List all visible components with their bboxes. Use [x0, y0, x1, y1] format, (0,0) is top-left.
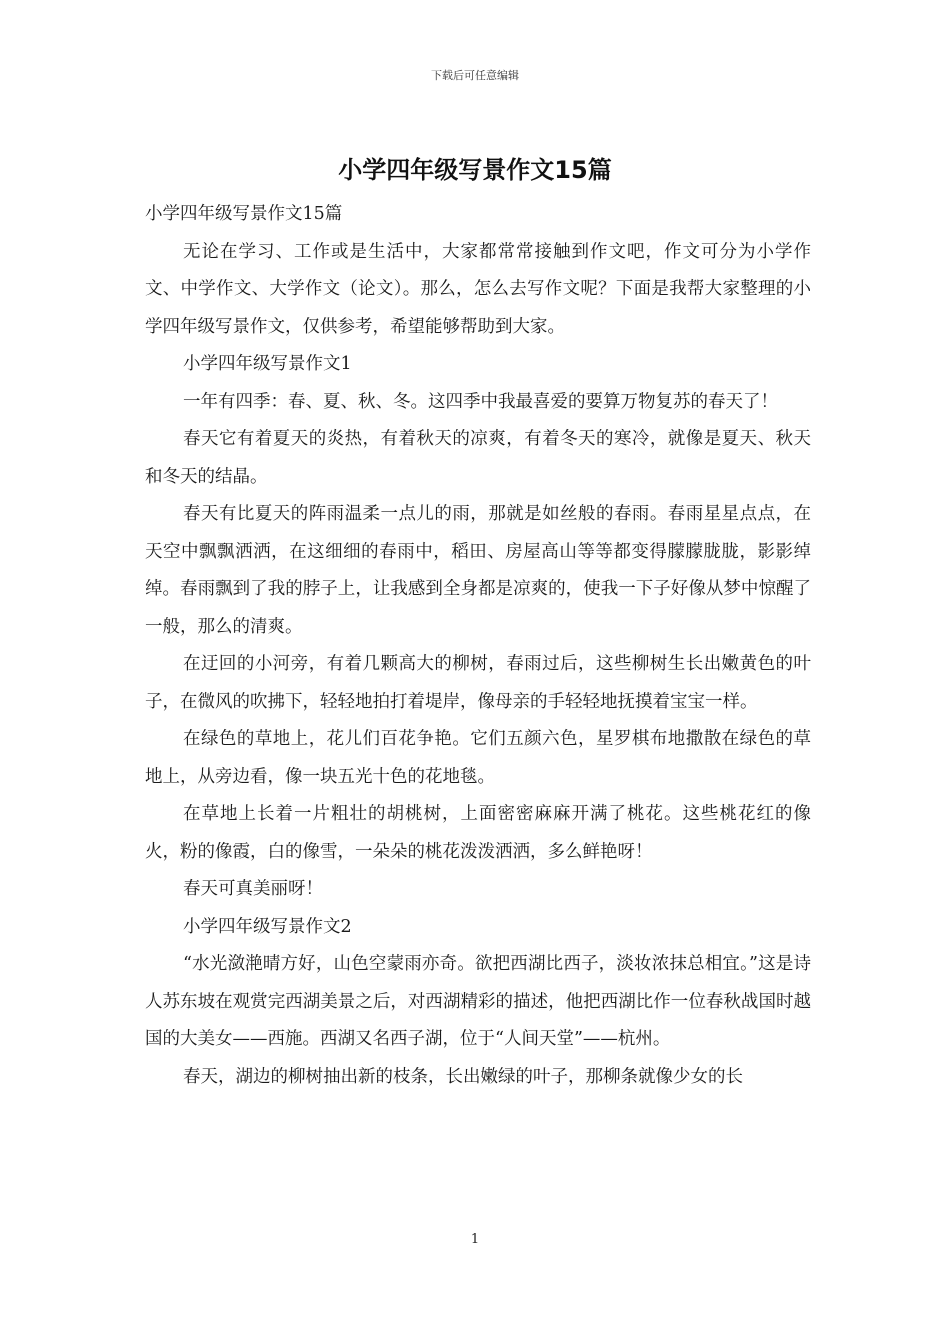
paragraph: 无论在学习、工作或是生活中，大家都常常接触到作文吧，作文可分为小学作文、中学作文、大学作文（论文）。那么，怎么去写作文呢？下面是我帮大家整理的小学四年级写景作文，仅供参考，希望能够帮助到大家。 — [145, 241, 811, 337]
document-title: 小学四年级写景作文15篇 — [338, 156, 612, 184]
paragraph: 春天可真美丽呀！ — [183, 879, 323, 899]
paragraph: 在迂回的小河旁，有着几颗高大的柳树，春雨过后，这些柳树生长出嫩黄色的叶子，在微风的吹拂下，轻轻地拍打着堤岸，像母亲的手轻轻地抚摸着宝宝一样。 — [145, 654, 811, 712]
paragraph: 春天它有着夏天的炎热，有着秋天的凉爽，有着冬天的寒冷，就像是夏天、秋天和冬天的结晶。 — [145, 429, 811, 487]
page-number: 1 — [470, 1232, 480, 1247]
paragraph: 小学四年级写景作文15篇 — [145, 204, 343, 224]
document-body — [145, 196, 811, 1096]
paragraph: 春天有比夏天的阵雨温柔一点儿的雨，那就是如丝般的春雨。春雨星星点点，在天空中飘飘洒洒，在这细细的春雨中，稻田、房屋高山等等都变得朦朦胧胧，影影绰绰。春雨飘到了我的脖子上，让我感到全身都是凉爽的，使我一下子好像从梦中惊醒了一般，那么的清爽。 — [145, 504, 811, 637]
paragraph: 在草地上长着一片粗壮的胡桃树，上面密密麻麻开满了桃花。这些桃花红的像火，粉的像霞，白的像雪，一朵朵的桃花泼泼洒洒，多么鲜艳呀！ — [145, 804, 811, 862]
section-heading: 小学四年级写景作文2 — [183, 916, 352, 937]
paragraph: 在绿色的草地上，花儿们百花争艳。它们五颜六色，星罗棋布地撒散在绿色的草地上，从旁边看，像一块五光十色的花地毯。 — [145, 729, 811, 787]
section-heading: 小学四年级写景作文1 — [183, 354, 352, 374]
paragraph: “水光潋滟晴方好，山色空蒙雨亦奇。欲把西湖比西子，淡妆浓抹总相宜。”这是诗人苏东坡在观赏完西湖美景之后，对西湖精彩的描述，他把西湖比作一位春秋战国时越国的大美女——西施。西湖又名西子湖，位于“人间天堂”——杭州。 — [145, 954, 811, 1049]
paragraph: 一年有四季：春、夏、秋、冬。这四季中我最喜爱的要算万物复苏的春天了！ — [183, 391, 778, 412]
paragraph: 春天，湖边的柳树抽出新的枝条，长出嫩绿的叶子，那柳条就像少女的长 — [183, 1066, 743, 1087]
page-header: 下载后可任意编辑 — [431, 69, 519, 82]
